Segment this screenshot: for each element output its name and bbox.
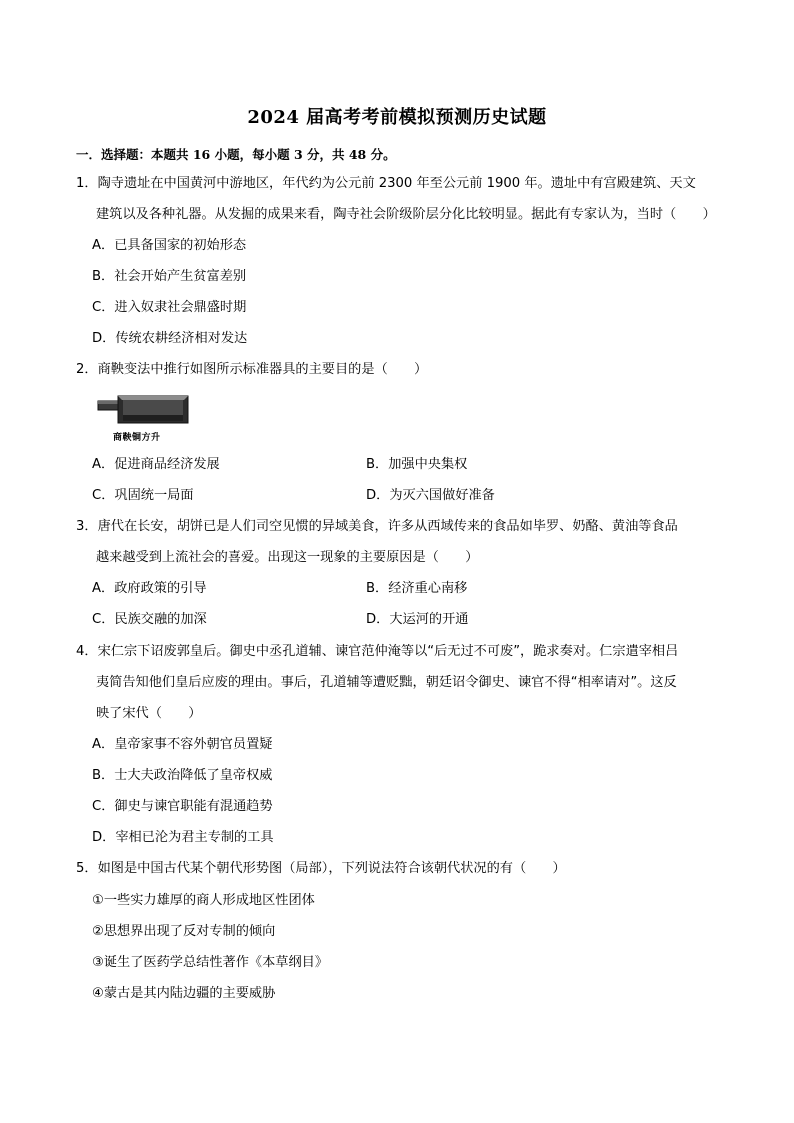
q3-stem-line-2: 越来越受到上流社会的喜爱。出现这一现象的主要原因是（ ） [96, 550, 479, 565]
q5-stem-line-1: 5．如图是中国古代某个朝代形势图（局部），下列说法符合该朝代状况的有（ ） [76, 861, 566, 876]
q5-statement-3: ③诞生了医药学总结性著作《本草纲目》 [92, 955, 329, 970]
q3-stem-line-1: 3．唐代在长安，胡饼已是人们司空见惯的异域美食，许多从西域传来的食品如毕罗、奶酪、黄油等食品 [76, 519, 678, 534]
q5-statement-2: ②思想界出现了反对专制的倾向 [92, 924, 276, 939]
q2-stem-line-1: 2．商鞅变法中推行如图所示标准器具的主要目的是（ ） [76, 362, 428, 377]
q4-option-a: A．皇帝家事不容外朝官员置疑 [92, 737, 273, 752]
q1-stem-line-1: 1．陶寺遗址在中国黄河中游地区，年代约为公元前 2300 年至公元前 1900 年。遗址中有宫殿建筑、天文 [76, 176, 696, 191]
q2-option-c: C．巩固统一局面 [92, 488, 194, 503]
q1-option-d: D．传统农耕经济相对发达 [92, 331, 248, 346]
q3-option-d: D．大运河的开通 [366, 612, 469, 627]
q1-option-b: B．社会开始产生贫富差别 [92, 269, 247, 284]
q4-stem-line-1: 4．宋仁宗下诏废郭皇后。御史中丞孔道辅、谏官范仲淹等以“后无过不可废”，跪求奏对。仁宗遣宰相吕 [76, 644, 679, 659]
q1-stem-line-2: 建筑以及各种礼器。从发掘的成果来看，陶寺社会阶级阶层分化比较明显。据此有专家认为，当时（ ） [96, 207, 716, 222]
q2-option-a: A．促进商品经济发展 [92, 457, 220, 472]
section-heading: 一．选择题：本题共 16 小题，每小题 3 分，共 48 分。 [76, 147, 396, 162]
q5-statement-1: ①一些实力雄厚的商人形成地区性团体 [92, 893, 315, 908]
q3-option-b: B．经济重心南移 [366, 581, 468, 596]
q4-option-d: D．宰相已沦为君主专制的工具 [92, 830, 274, 845]
q5-statement-4: ④蒙古是其内陆边疆的主要威胁 [92, 986, 276, 1001]
q4-stem-line-2: 夷简告知他们皇后应废的理由。事后，孔道辅等遭贬黜，朝廷诏令御史、谏官不得“相率请对”。这反 [96, 675, 677, 690]
bronze-measure-caption: 商鞅铜方升 [113, 433, 161, 443]
q4-option-b: B．士大夫政治降低了皇帝权威 [92, 768, 273, 783]
q3-option-c: C．民族交融的加深 [92, 612, 207, 627]
bronze-measure-illustration [96, 392, 191, 428]
q4-stem-line-3: 映了宋代（ ） [96, 706, 202, 721]
q1-option-a: A．已具备国家的初始形态 [92, 238, 247, 253]
q2-option-d: D．为灭六国做好准备 [366, 488, 495, 503]
q2-option-b: B．加强中央集权 [366, 457, 468, 472]
exam-title: 2024 届高考考前模拟预测历史试题 [247, 107, 547, 128]
q4-option-c: C．御史与谏官职能有混通趋势 [92, 799, 273, 814]
q1-option-c: C．进入奴隶社会鼎盛时期 [92, 300, 247, 315]
q3-option-a: A．政府政策的引导 [92, 581, 207, 596]
